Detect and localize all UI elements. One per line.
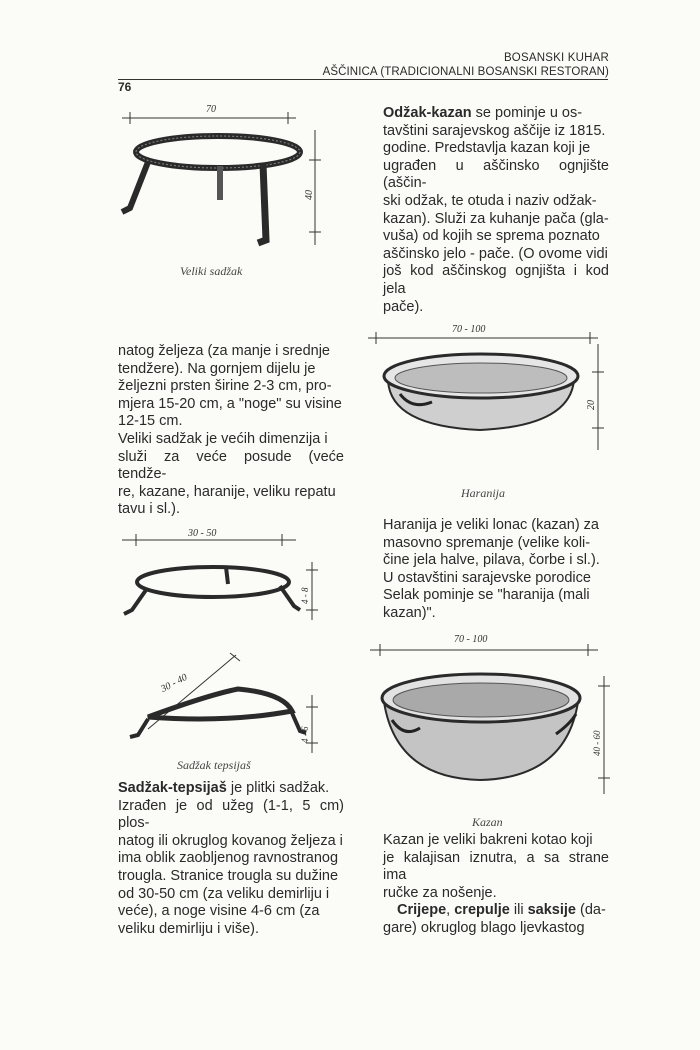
text-line: Selak pominje se "haranija (mali <box>383 587 590 604</box>
text-line: 12-15 cm. <box>118 413 183 430</box>
text-line: Veliki sadžak je većih dimenzija i <box>118 430 328 447</box>
text-line: tavštini sarajevskog aščije iz 1815. <box>383 122 606 139</box>
term-crepulje: crepulje <box>454 902 510 919</box>
text-line: veće), a noge visine 4-6 cm (za <box>118 903 320 920</box>
crijepe-line <box>383 902 609 920</box>
text-line: kazan). Služi za kuhanje pača (gla- <box>383 210 609 227</box>
paragraph-odzak-kazan <box>383 105 609 316</box>
text-line: natog ili okruglog kovanog željeza i <box>118 832 343 849</box>
text-line: služi za veće posude (veće tendže- <box>118 448 344 483</box>
text-line: trougla. Stranice trougla su dužine <box>118 867 339 884</box>
dim-height-label: 20 <box>586 400 597 410</box>
dim-height-label: 40 <box>304 190 315 200</box>
text-line: godine. Predstavlja kazan koji je <box>383 140 591 157</box>
caption-haranija: Haranija <box>461 486 506 500</box>
text-line: masovno spremanje (velike koli- <box>383 534 591 551</box>
figure-haranija <box>360 318 610 468</box>
text-line: pače). <box>383 298 424 315</box>
text-line: Izrađen je od užeg (1-1, 5 cm) plos- <box>118 797 344 832</box>
text-join: , <box>446 902 455 919</box>
dim-height-label: 4 - 6 <box>300 726 310 743</box>
dim-height-label: 4 - 8 <box>300 587 310 604</box>
text-line: Kazan je veliki bakreni kotao koji <box>383 832 593 848</box>
text-line: ručke za nošenje. <box>383 884 497 901</box>
running-header-chapter: AŠČINICA (TRADICIONALNI BOSANSKI RESTORAN) <box>322 66 609 78</box>
text-line: još kod aščinskog ognjišta i kod jela <box>383 263 609 297</box>
text-line: ugrađen u aščinsko ognjište (aščin- <box>383 157 609 192</box>
text-line: tavu i sl.). <box>118 501 181 518</box>
figure-kazan <box>362 628 612 808</box>
text-line: je plitki sadžak. <box>226 780 330 796</box>
text-line: čine jela halve, pilava, čorbe i sl.). <box>383 552 600 569</box>
text-line: veliku demirliju i više). <box>118 920 260 937</box>
running-header-title: BOSANSKI KUHAR <box>503 52 609 64</box>
text-line: gare) okruglog blago ljevkastog <box>383 919 585 936</box>
paragraph-haranija <box>383 517 609 623</box>
dim-width-label: 70 - 100 <box>452 324 486 335</box>
paragraph-sadzak <box>118 343 344 519</box>
text-line: ski odžak, te otuda i naziv odžak- <box>383 192 597 209</box>
dim-width-label: 70 - 100 <box>454 634 488 645</box>
page-number: 76 <box>118 80 132 94</box>
text-line: re, kazane, haranije, veliku repatu <box>118 483 336 500</box>
text-join: (da- <box>575 902 606 919</box>
dim-width-label: 30 - 40 <box>159 671 190 695</box>
text-line: se pominje u os- <box>471 105 583 121</box>
term-saksije: saksije <box>527 902 576 919</box>
figure-veliki-sadzak <box>108 100 328 260</box>
text-line: mjera 15-20 cm, a "noge" su visine <box>118 395 342 412</box>
figure-sadzak-tepsijas <box>108 645 328 755</box>
text-line: ima oblik zaobljenog ravnostranog <box>118 850 339 867</box>
dim-height-label: 40 - 60 <box>592 730 602 756</box>
text-line: U ostavštini sarajevske porodice <box>383 569 591 586</box>
caption-sadzak-tepsijas: Sadžak tepsijaš <box>177 758 251 772</box>
dim-width-label: 30 - 50 <box>188 528 217 539</box>
text-line: natog željeza (za manje i srednje <box>118 343 330 359</box>
caption-veliki-sadzak: Veliki sadžak <box>180 264 243 278</box>
text-line: je kalajisan iznutra, a sa strane ima <box>383 849 609 884</box>
paragraph-sadzak-tepsijas <box>118 780 344 938</box>
text-line: Haranija je veliki lonac (kazan) za <box>383 517 599 533</box>
text-line: aščinsko jelo - pače. (O ovome vidi <box>383 245 608 262</box>
text-line: kazan)". <box>383 604 436 621</box>
header-rule <box>118 79 608 80</box>
figure-sadzak-round <box>108 524 328 624</box>
text-line: željezni prsten širine 2-3 cm, pro- <box>118 378 332 395</box>
dim-width-label: 70 <box>206 104 216 115</box>
caption-kazan: Kazan <box>472 815 503 829</box>
text-line: tendžere). Na gornjem dijelu je <box>118 360 316 377</box>
text-line: od 30-50 cm (za veliku demirliju i <box>118 885 330 902</box>
paragraph-kazan <box>383 832 609 938</box>
text-join: ili <box>509 902 528 919</box>
text-line: vuša) od kojih se sprema poznato <box>383 228 600 245</box>
term-sadzak-tepsijas: Sadžak-tepsijaš <box>118 780 227 796</box>
term-crijepe: Crijepe <box>397 902 447 919</box>
term-odzak-kazan: Odžak-kazan <box>383 105 472 121</box>
